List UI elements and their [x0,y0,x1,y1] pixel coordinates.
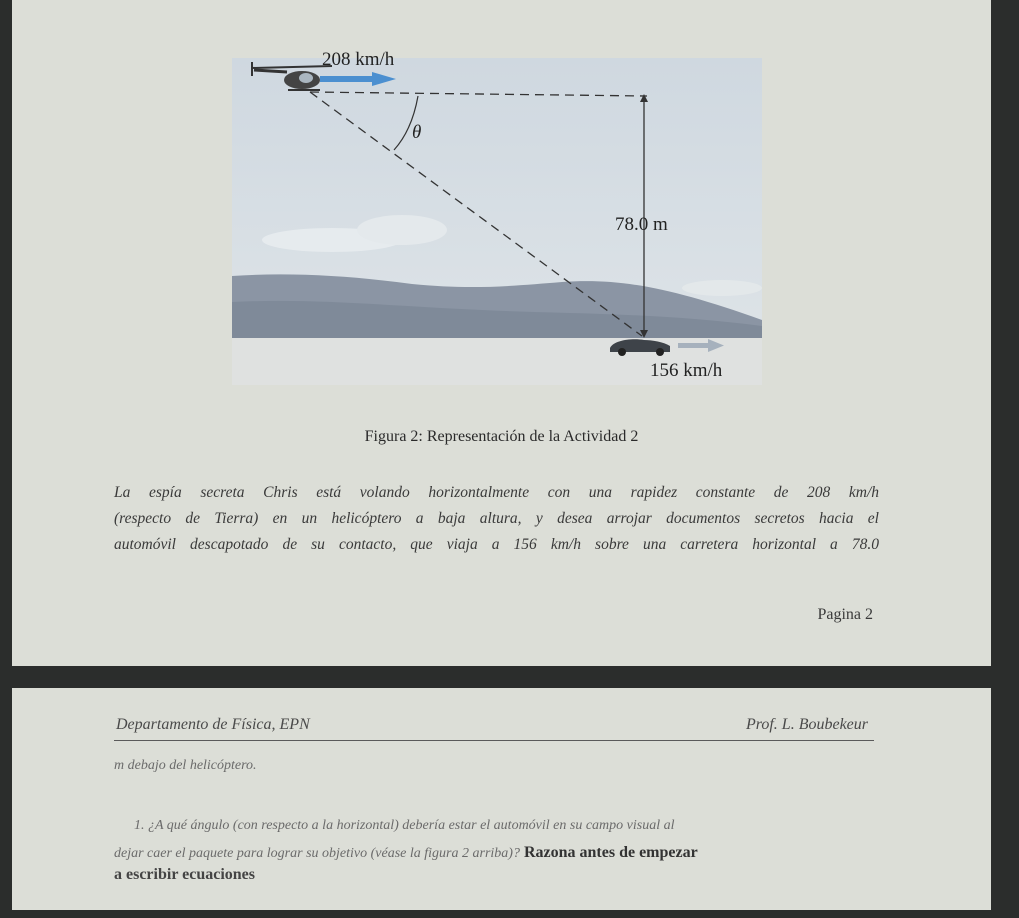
activity-paragraph [114,480,879,558]
page-number: Pagina 2 [817,606,873,623]
question-line: 1. ¿A qué ángulo (con respecto a la horizontal) debería estar el automóvil en su campo visual al [134,818,675,833]
paragraph-line: automóvil descapotado de su contacto, que viaja a 156 km/h sobre una carretera horizontal a 78.0 [114,536,879,553]
paragraph-line: La espía secreta Chris está volando horizontalmente con una rapidez constante de 208 km/h [114,484,879,501]
question-line [114,844,874,862]
page-2 [12,688,991,910]
figure-caption: Figura 2: Representación de la Actividad 2 [364,428,639,445]
question-bold-line: a escribir ecuaciones [114,866,256,883]
car-speed-label: 156 km/h [650,360,723,381]
cloud [357,215,447,245]
page-1 [12,0,991,666]
header-professor: Prof. L. Boubekeur [745,716,868,733]
angle-label: θ [412,122,422,143]
paragraph-line: (respecto de Tierra) en un helicóptero a baja altura, y desea arrojar documentos secretos hacia el [114,510,879,527]
figure-illustration [232,40,762,385]
continuation-line: m debajo del helicóptero. [114,758,257,773]
header-divider [114,740,874,741]
header-department: Departamento de Física, EPN [116,716,310,733]
height-label: 78.0 m [615,214,668,235]
question-italic-text: dejar caer el paquete para lograr su objetivo (véase la figura 2 arriba)? [114,846,520,861]
question-bold-text: Razona antes de empezar [519,844,698,861]
figure-2 [232,40,762,385]
cloud [682,280,762,296]
helicopter-speed-label: 208 km/h [322,49,395,70]
